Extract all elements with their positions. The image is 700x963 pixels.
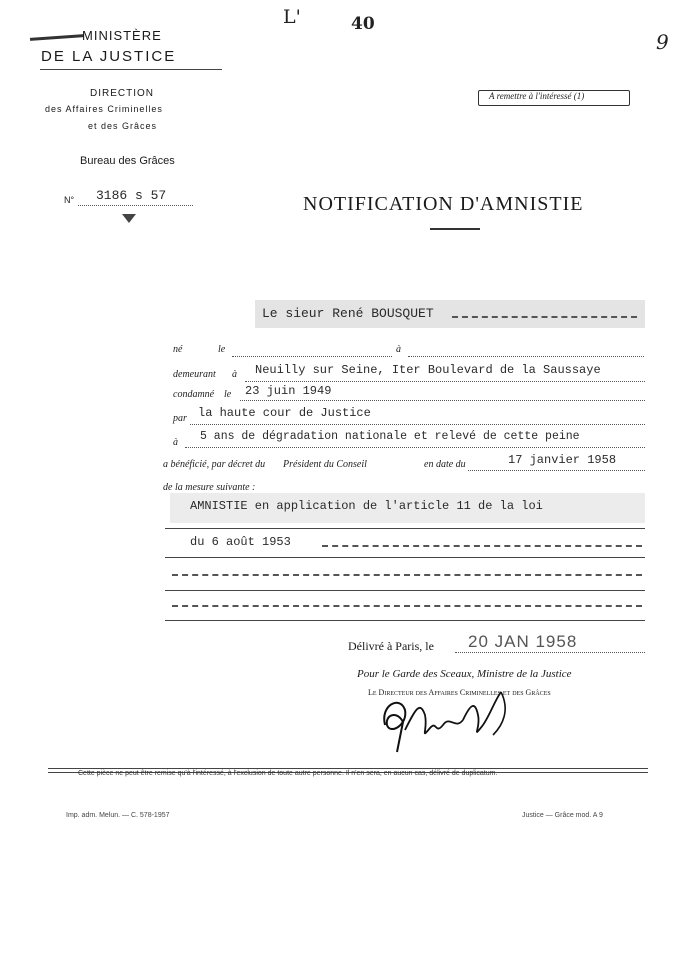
bureau-label: Bureau des Grâces [80,155,175,167]
condemned-le: le [224,389,232,400]
delivery-date-stamp: 20 JAN 1958 [468,632,578,651]
born-dotline [232,356,392,357]
number-prefix: N° [64,195,75,205]
page-title: NOTIFICATION D'AMNISTIE [303,193,584,215]
footer-note: Cette pièce ne peut être remise qu'à l'intéressé, à l'exclusion de toute autre personne. Il n'en sera, en aucun cas, délivré de duplicatum. [78,770,498,777]
handwritten-letter: L' [283,6,301,28]
name-dashes [452,316,637,318]
direction-line-1: DIRECTION [90,88,154,99]
condemned-value: 23 juin 1949 [245,384,332,398]
residing-dotline [245,381,645,382]
benefit-date-value: 17 janvier 1958 [508,453,617,467]
notice-box [478,90,630,106]
born-place-dotline [408,356,644,357]
by-value: la haute cour de Justice [198,406,371,420]
residing-a: à [232,369,237,380]
born-a-label: à [396,344,401,355]
benefit-date-label: en date du [424,459,466,470]
measure-dashes-3 [172,574,642,576]
condemned-label: condamné [173,389,215,400]
to-label: à [173,437,178,448]
delivery-label: Délivré à Paris, le [348,639,434,653]
measure-rule-2 [165,557,645,558]
measure-rule-1 [165,528,645,529]
ministry-line-2: DE LA JUSTICE [41,48,177,65]
measure-rule-4 [165,620,645,621]
printer-text: Imp. adm. Melun. — C. 578-1957 [66,812,170,819]
chevron-down-icon [122,214,136,223]
name-value: Le sieur René BOUSQUET [262,306,434,321]
measure-line-2: du 6 août 1953 [190,535,291,549]
title-rule [430,228,480,230]
notice-box-text: A remettre à l'intéressé (1) [489,91,585,101]
measure-label: de la mesure suivante : [163,482,256,493]
ministry-underline [40,69,222,70]
benefit-mid: Président du Conseil [283,459,367,470]
measure-dashes-2 [322,545,642,547]
page-number: 9 [656,30,669,54]
born-le-label: le [218,344,226,355]
ministry-line-1: MINISTÈRE [82,28,162,43]
measure-line-1: AMNISTIE en application de l'article 11 de la loi [190,499,543,513]
condemned-dotline [240,400,645,401]
residing-label: demeurant [173,369,216,380]
number-dotline [78,205,193,206]
benefit-text: a bénéficié, par décret du [163,459,266,470]
number-value: 3186 s 57 [96,188,167,203]
by-dotline [190,424,645,425]
measure-dashes-4 [172,605,642,607]
measure-rule-3 [165,590,645,591]
by-label: par [173,413,187,424]
residing-value: Neuilly sur Seine, Iter Boulevard de la Saussaye [255,363,601,377]
benefit-dotline [468,470,645,471]
header-stroke [30,34,84,41]
delivery-dotline [455,652,645,653]
form-reference: Justice — Grâce mod. A 9 [522,812,603,819]
signature [375,680,535,760]
direction-line-2: des Affaires Criminelles [45,104,163,114]
director-text: Le Directeur des Affaires Criminelles et des Grâces [368,688,551,697]
to-value: 5 ans de dégradation nationale et relevé de cette peine [200,430,580,443]
born-label: né [173,344,183,355]
for-minister-text: Pour le Garde des Sceaux, Ministre de la Justice [357,668,572,680]
handwritten-number: 40 [351,14,375,34]
footer-rule-1 [48,768,648,769]
to-dotline [185,447,645,448]
direction-line-3: et des Grâces [88,121,158,131]
